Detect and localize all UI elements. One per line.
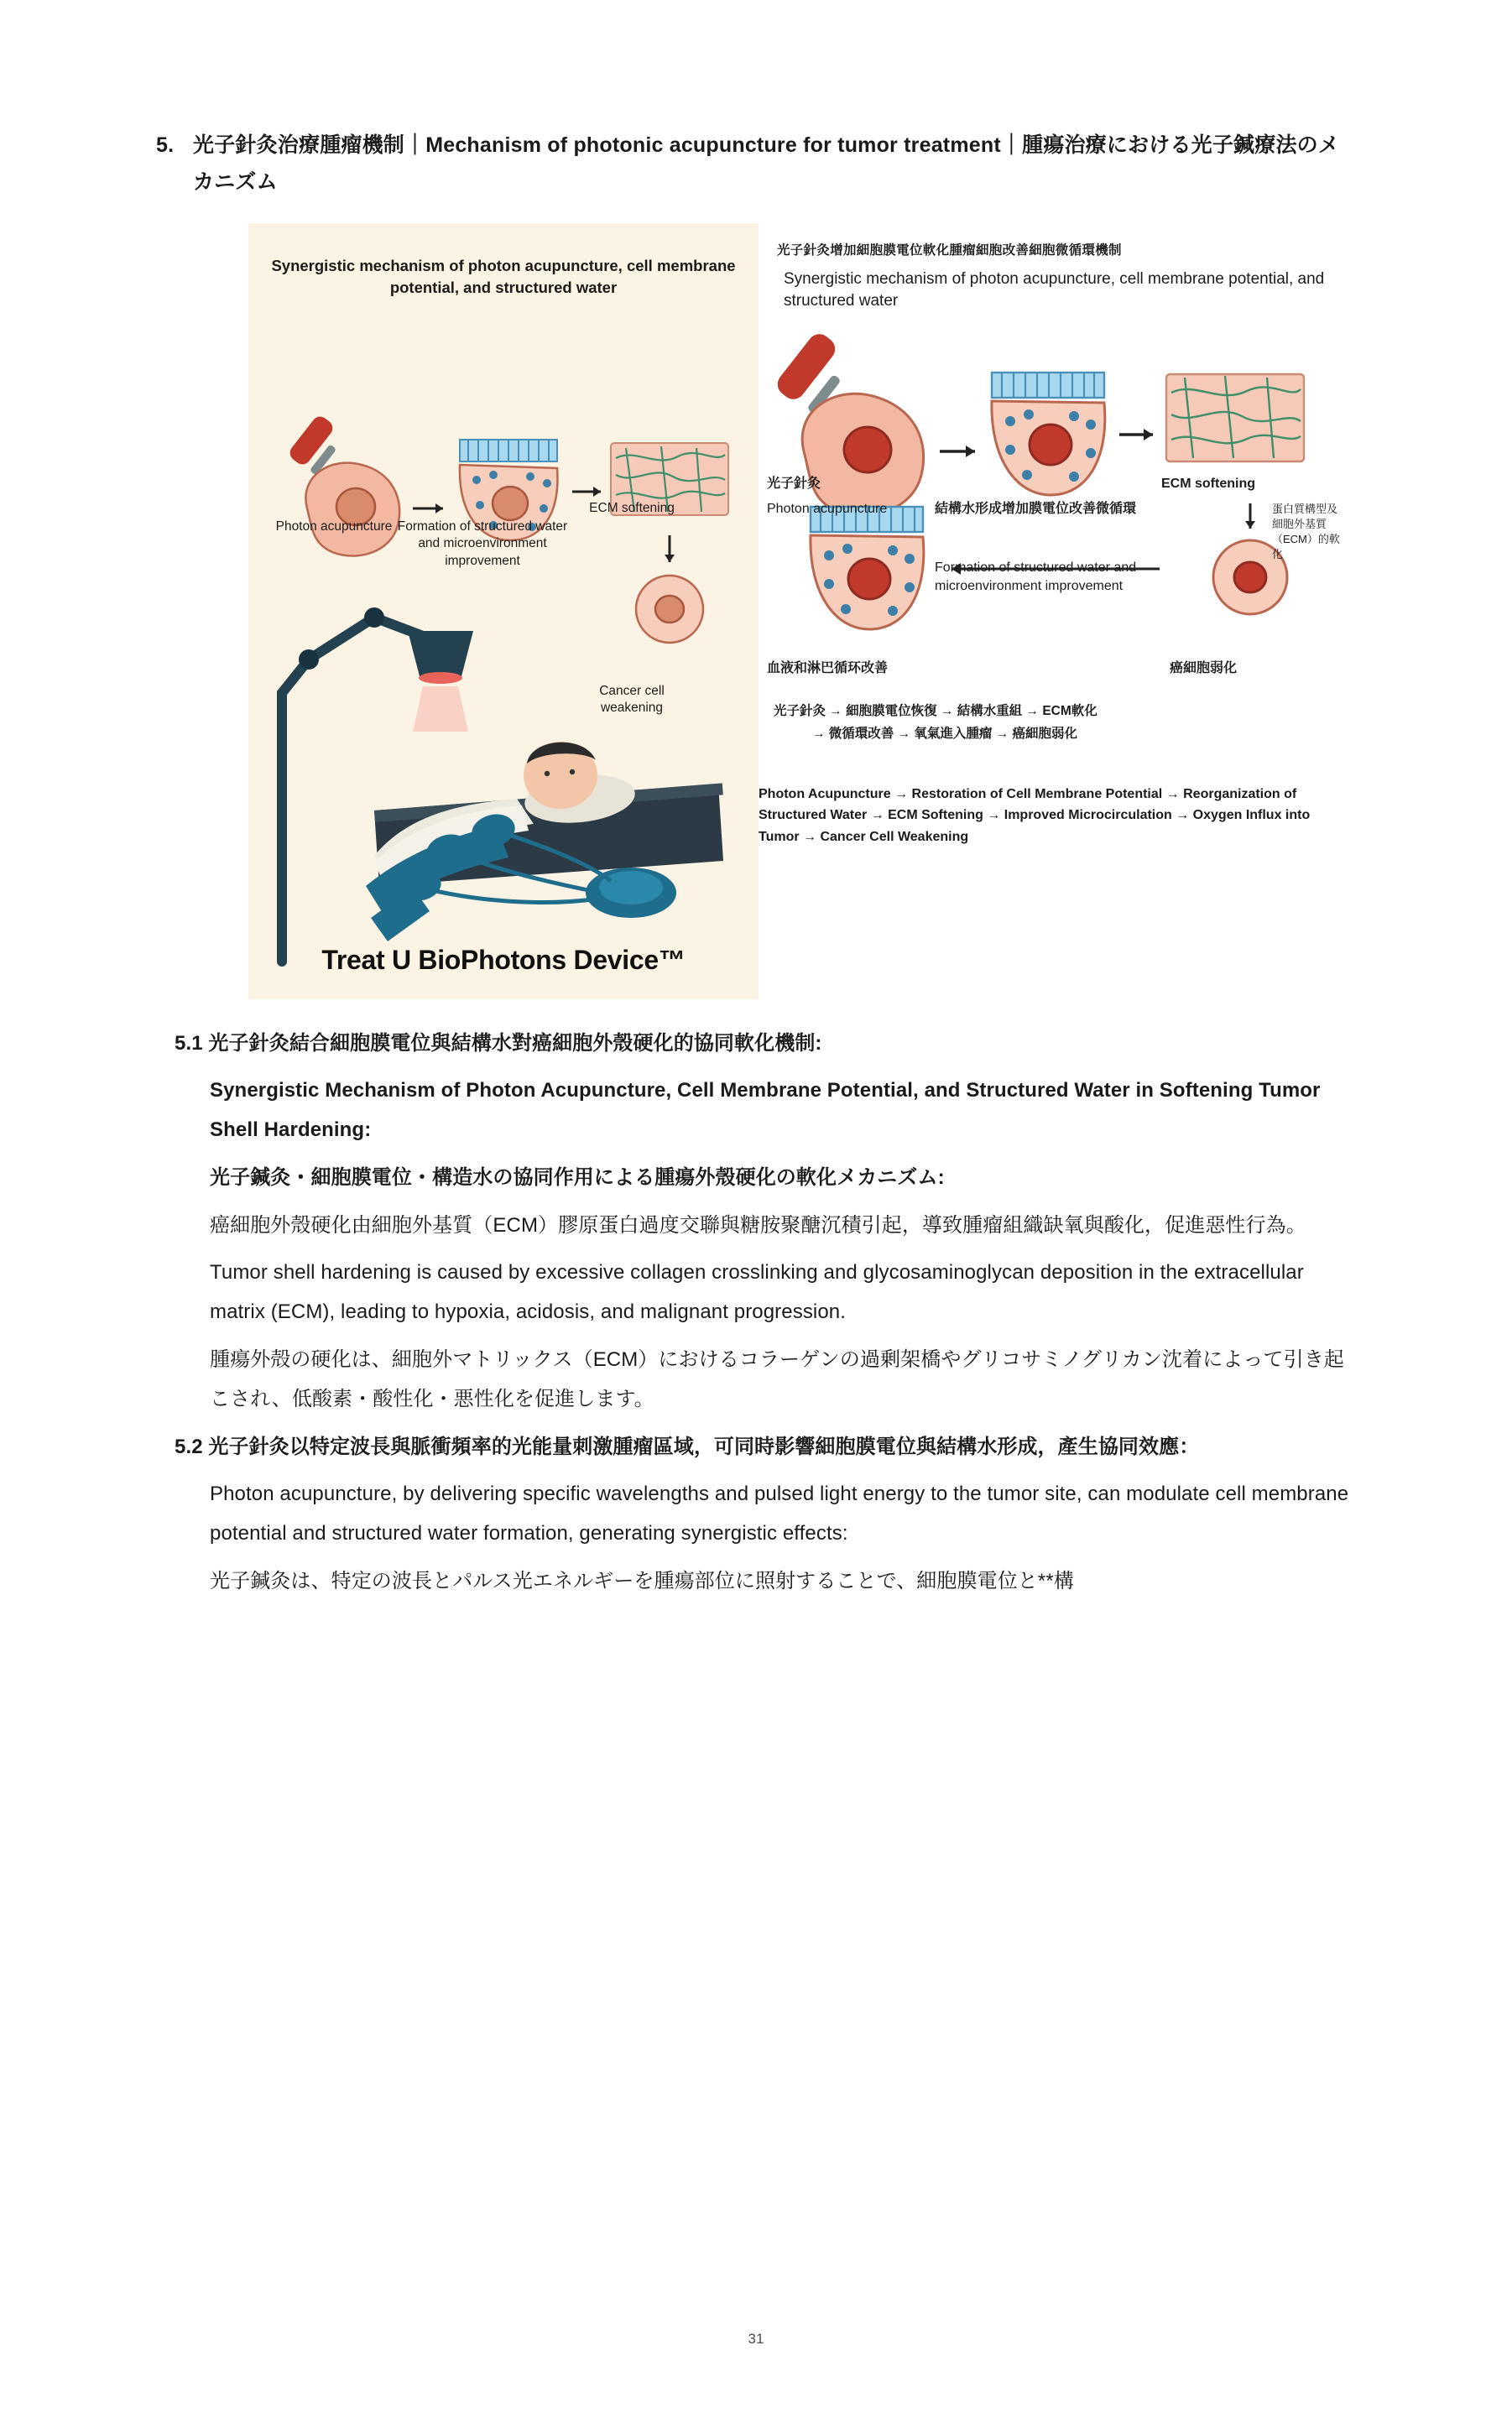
figure-left-label-ecm: ECM softening xyxy=(589,500,675,515)
figure-right-label-structured-cn: 結構水形成增加膜電位改善微循環 xyxy=(935,501,1137,516)
section-heading xyxy=(156,128,1356,201)
figure-left-brand: Treat U BioPhotons Device™ xyxy=(321,944,686,975)
section-5-1-jp-body: 腫瘍外殻の硬化は、細胞外マトリックス（ECM）におけるコラーゲンの過剰架橋やグリコサミノグリカン沈着によって引き起こされ、低酸素・酸性化・悪性化を促進します。 xyxy=(210,1348,1344,1410)
figure-left-panel xyxy=(248,223,759,999)
figure-left-title: Synergistic mechanism of photon acupuncture, cell membrane potential, and structured water xyxy=(271,256,736,297)
figure-right-label-weaken-cn: 癌細胞弱化 xyxy=(1170,660,1238,675)
page-number: 31 xyxy=(748,2331,764,2347)
figure-right-label-photon-cn: 光子針灸 xyxy=(767,476,821,491)
figure-right-label-structured-en: Formation of structured water and microenvironment improvement xyxy=(935,560,1137,593)
figure-right-cn-title: 光子針灸增加細胞膜電位軟化腫瘤細胞改善細胞微循環機制 xyxy=(777,242,1122,258)
figure-right-label-photon-en: Photon acupuncture xyxy=(767,501,888,516)
figure-left-label-photon: Photon acupuncture xyxy=(275,519,393,534)
figure-container xyxy=(156,223,1356,999)
section-5-1-jp-title: 光子鍼灸・細胞膜電位・構造水の協同作用による腫瘍外殼硬化の軟化メカニズム: xyxy=(210,1165,945,1189)
figure-right-flow-cn-line1: 光子針灸 → 細胞膜電位恢復 → 結構水重組 → ECM軟化 xyxy=(774,703,1098,718)
figure-right-label-ecm-en: ECM softening xyxy=(1161,476,1255,491)
figure-left-illustration xyxy=(248,223,759,999)
heading-number: 5. xyxy=(156,133,175,157)
figure-left-label-structured: Formation of structured water and microenvironment improvement xyxy=(397,519,568,569)
figure-right-label-blood-cn: 血液和淋巴循环改善 xyxy=(767,660,889,675)
figure-right-panel xyxy=(759,223,1346,999)
section-5-1-en-body: Tumor shell hardening is caused by excessive collagen crosslinking and glycosaminoglycan deposition in the extracellular matrix (ECM), leading to hypoxia, acidosis, and malignant progression. xyxy=(210,1261,1304,1324)
figure-right-flow-cn xyxy=(774,700,1327,745)
figure-left-label-cancer: Cancer cell weakening xyxy=(599,683,665,716)
section-5-2-en-body: Photon acupuncture, by delivering specific wavelengths and pulsed light energy to the tumor site, can modulate cell membrane potential and structured water formation, generating synergistic effects: xyxy=(210,1483,1349,1545)
figure-right-flow-cn-line2: → 微循環改善 → 氧氣進入腫瘤 → 癌細胞弱化 xyxy=(812,726,1078,741)
section-5-1-en-title: Synergistic Mechanism of Photon Acupuncture, Cell Membrane Potential, and Structured Water in Softening Tumor Shell Hardening: xyxy=(210,1079,1321,1142)
section-5-1-heading: 5.1 光子針灸結合細胞膜電位與結構水對癌細胞外殼硬化的協同軟化機制: xyxy=(175,1031,822,1055)
body-text xyxy=(156,1024,1356,1602)
page-content xyxy=(156,128,1356,1610)
figure-right-label-ecm-side-cn: 蛋白質構型及細胞外基質（ECM）的軟化 xyxy=(1272,502,1340,561)
section-5-2-jp-body: 光子鍼灸は、特定の波長とパルス光エネルギーを腫瘍部位に照射することで、細胞膜電位と**構 xyxy=(210,1570,1074,1593)
heading-text: 光子針灸治療腫瘤機制｜Mechanism of photonic acupuncture for tumor treatment｜腫瘍治療における光子鍼療法のメカニズム xyxy=(193,133,1340,194)
section-5-1-cn-body: 癌細胞外殼硬化由細胞外基質（ECM）膠原蛋白過度交聯與糖胺聚醣沉積引起，導致腫瘤組織缺氧與酸化，促進惡性行為。 xyxy=(210,1213,1306,1237)
figure-right-flow-en: Photon Acupuncture → Restoration of Cell Membrane Potential → Reorganization of Structured Water → ECM Softening → Improved Microcirculation → Oxygen Influx into Tumor → Cancer Cell Weakening xyxy=(759,786,1311,845)
section-5-2-heading: 5.2 光子針灸以特定波長與脈衝頻率的光能量刺激腫瘤區域，可同時影響細胞膜電位與結構水形成，產生協同效應： xyxy=(175,1435,1200,1458)
figure-right-en-title: Synergistic mechanism of photon acupuncture, cell membrane potential, and structured water xyxy=(784,269,1325,310)
